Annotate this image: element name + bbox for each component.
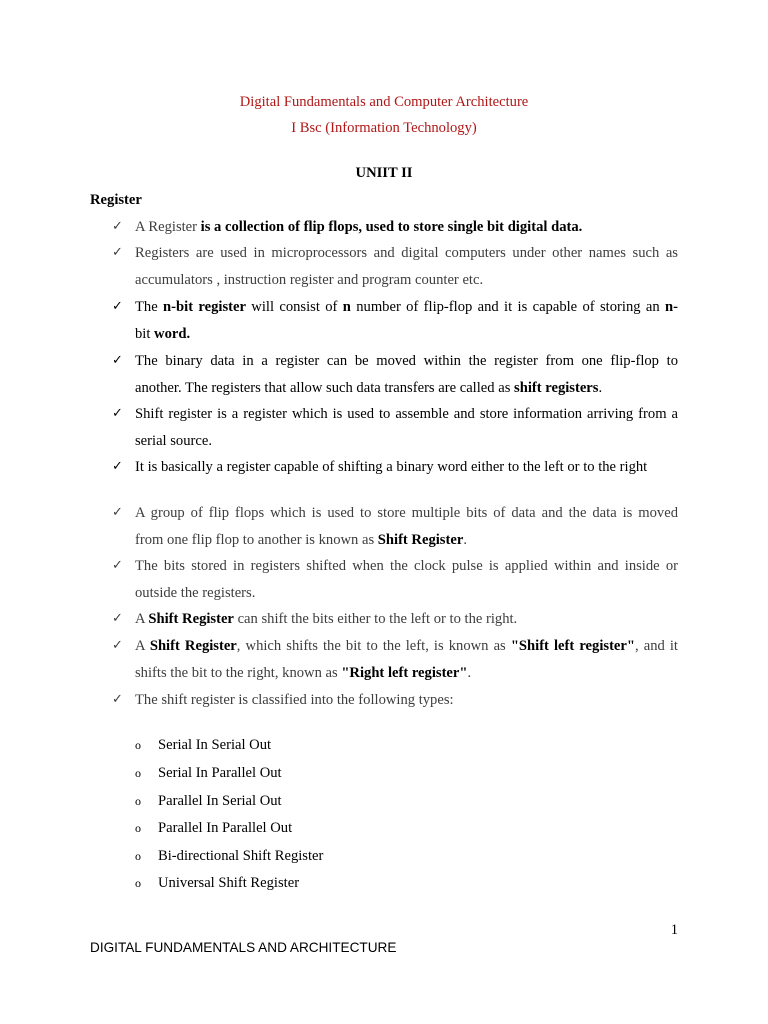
check-mark-icon: ✓ [112,505,123,520]
bullet-text: , which shifts the bit to the left, is known as [236,638,511,654]
bullet-text: The [135,299,164,315]
bullet-text: number of flip-flop and it is capable of storing an [350,299,666,315]
check-mark-icon: ✓ [112,353,123,368]
bold-term: shift registers [514,380,599,396]
unit-heading: UNIIT II [355,165,413,181]
bold-term: n [342,299,351,315]
bold-term: Shift Register [149,638,237,654]
document-title: Digital Fundamentals and Computer Architecture [239,94,529,110]
shift-register-type: Universal Shift Register [158,875,300,891]
list-item-line [135,459,647,476]
shift-register-type: Bi-directional Shift Register [158,848,324,864]
bold-term: Shift Register [148,611,234,627]
bold-term: Shift Register [377,532,464,548]
check-mark-icon: ✓ [112,692,123,707]
hollow-circle-icon: o [135,794,141,808]
bold-term: n- [665,299,678,315]
list-item-line [135,272,483,289]
list-item-line [135,219,582,236]
page-footer: DIGITAL FUNDAMENTALS AND ARCHITECTURE [90,940,397,955]
bullet-text: A Register [135,219,198,235]
list-item-line [135,433,212,450]
bullet-text: shifts the bit to the right, known as [135,665,342,681]
bold-term: word. [150,326,191,342]
check-mark-icon: ✓ [112,558,123,573]
hollow-circle-icon: o [135,738,141,752]
list-item-line [135,532,467,549]
hollow-circle-icon: o [135,849,141,863]
bullet-text: . [467,665,472,681]
bullet-text: . [463,532,467,548]
document-subtitle: I Bsc (Information Technology) [291,120,477,136]
shift-register-type: Parallel In Parallel Out [158,820,293,836]
list-item-line [135,406,678,426]
list-item-line [135,692,454,709]
list-item-line [135,638,678,658]
hollow-circle-icon: o [135,876,141,890]
list-item-line [135,585,255,602]
bullet-text: will consist of [245,299,343,315]
bold-term: "Shift left register" [510,638,635,654]
list-item-line [135,611,517,628]
list-item-line [135,299,678,319]
shift-register-type: Serial In Serial Out [158,737,272,753]
bullet-text: can shift the bits either to the left or to the right. [233,611,518,627]
bullet-text: outside the registers. [135,585,256,601]
section-heading: Register [90,192,142,208]
bullet-text: The bits stored in registers shifted when the clock pulse is applied within and inside or [135,558,678,574]
bold-term: is a collection of flip flops, used to store single bit digital data. [197,219,583,235]
shift-register-type: Serial In Parallel Out [158,765,282,781]
bullet-text: The shift register is classified into the following types: [135,692,454,708]
hollow-circle-icon: o [135,821,141,835]
list-item-line [135,558,678,578]
list-item-line [135,380,602,397]
bullet-text: serial source. [135,433,212,449]
bullet-text: another. The registers that allow such data transfers are called as [135,380,515,396]
bullet-text: Registers are used in microprocessors and digital computers under other names such as [135,245,678,261]
list-item-line [135,665,471,682]
bullet-text: from one flip flop to another is known as [135,532,378,548]
bullet-text: A group of flip flops which is used to store multiple bits of data and the data is moved [135,505,678,521]
bullet-text: accumulators , instruction register and program counter etc. [135,272,484,288]
check-mark-icon: ✓ [112,406,123,421]
bold-term: n-bit register [163,299,246,315]
bold-term: "Right left register" [341,665,468,681]
bullet-text: Shift register is a register which is used to assemble and store information arriving from a [135,406,678,422]
bullet-text: The binary data in a register can be moved within the register from one flip-flop to [135,353,678,369]
check-mark-icon: ✓ [112,299,123,314]
list-item-line [135,245,678,265]
bullet-text: A [135,638,150,654]
list-item-line [135,353,678,373]
bullet-text: , and it [634,638,678,654]
bullet-text: . [598,380,603,396]
hollow-circle-icon: o [135,766,141,780]
bullet-text: It is basically a register capable of shifting a binary word either to the left or to the right [135,459,648,475]
check-mark-icon: ✓ [112,219,123,234]
list-item-line [135,505,678,525]
check-mark-icon: ✓ [112,459,123,474]
check-mark-icon: ✓ [112,611,123,626]
check-mark-icon: ✓ [112,638,123,653]
bullet-text: bit [135,326,151,342]
list-item-line [135,326,190,343]
page-number: 1 [670,922,678,938]
shift-register-type: Parallel In Serial Out [158,793,282,809]
check-mark-icon: ✓ [112,245,123,260]
bullet-text: A [135,611,149,627]
